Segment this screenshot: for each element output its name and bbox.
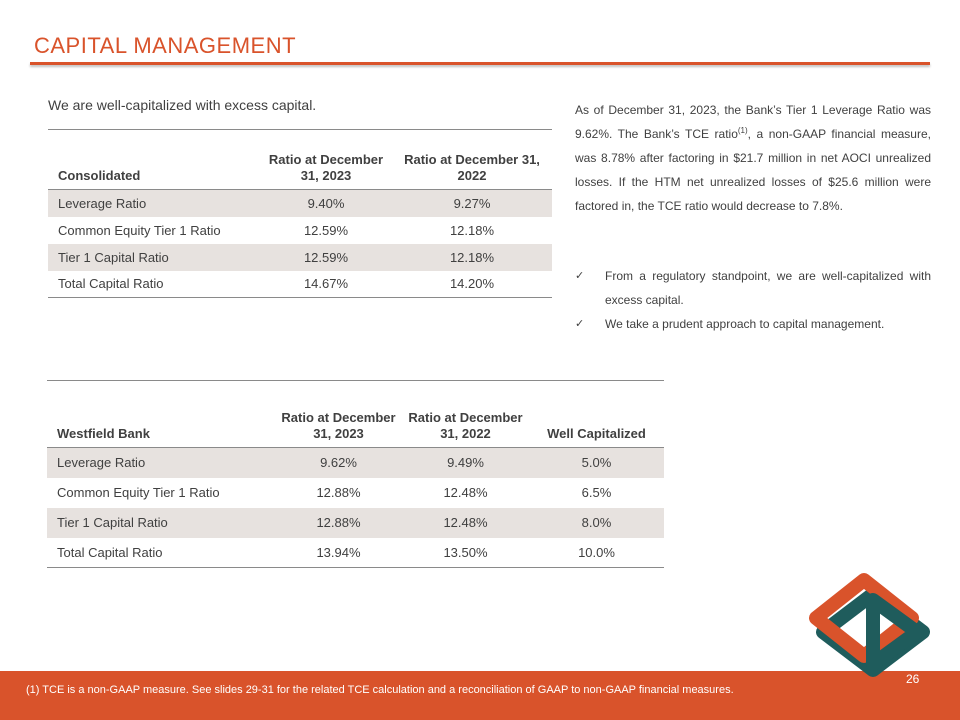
checkmark-icon: ✓	[575, 270, 585, 282]
column-header: Ratio at December 31, 2022	[392, 130, 552, 190]
column-header: Ratio at December 31, 2023	[275, 381, 402, 448]
row-label: Tier 1 Capital Ratio	[47, 508, 275, 538]
ratio-2022: 9.27%	[392, 190, 552, 217]
footnote-text: (1) TCE is a non-GAAP measure. See slides 29-31 for the related TCE calculation and a reconciliation of GAAP to non-GAAP financial measures.	[26, 684, 734, 696]
page-number: 26	[906, 672, 920, 686]
ratio-2023: 12.88%	[275, 508, 402, 538]
ratio-2022: 13.50%	[443, 544, 488, 560]
westfield-bank-capital-table	[47, 380, 664, 568]
ratio-2023: 14.67%	[303, 276, 349, 292]
intro-text: We are well-capitalized with excess capital.	[48, 97, 317, 113]
slide-title: CAPITAL MANAGEMENT	[34, 33, 297, 58]
well-capitalized-threshold: 5.0%	[529, 448, 664, 478]
row-label: Common Equity Tier 1 Ratio	[57, 485, 220, 500]
ratio-2022: 12.18%	[449, 222, 495, 238]
ratio-2023: 12.88%	[316, 485, 361, 500]
row-label: Leverage Ratio	[48, 190, 260, 217]
diamond-logo-icon	[806, 570, 932, 690]
ratio-2023: 9.40%	[260, 190, 392, 217]
bullet-item	[575, 312, 931, 336]
tce-commentary-paragraph	[575, 98, 931, 218]
bullet-item	[575, 264, 931, 312]
ratio-2023: 13.94%	[316, 544, 361, 560]
table-row	[48, 271, 552, 298]
table-row	[48, 217, 552, 244]
column-header: Ratio at December 31, 2023	[260, 130, 392, 190]
table-row	[47, 478, 664, 508]
well-capitalized-threshold: 6.5%	[581, 485, 612, 500]
ratio-2023: 12.59%	[303, 222, 349, 238]
column-header: Westfield Bank	[47, 381, 275, 448]
bullet-text: We take a prudent approach to capital management.	[605, 317, 885, 331]
ratio-2022: 9.49%	[402, 448, 529, 478]
ratio-2022: 12.48%	[443, 485, 488, 500]
table-row	[47, 508, 664, 538]
column-header: Consolidated	[48, 130, 260, 190]
title-underline	[30, 62, 930, 65]
commentary-text-part2: , a non-GAAP financial measure, was 8.78% after factoring in $21.7 million in net AOCI unrealized losses. If the HTM net unrealized losses of $25.6 million were factored in, the TCE ratio would decrease to 7.8%.	[575, 127, 931, 213]
table-row	[47, 538, 664, 568]
row-label: Total Capital Ratio	[58, 276, 164, 292]
consolidated-capital-table	[48, 129, 552, 298]
row-label: Tier 1 Capital Ratio	[48, 244, 260, 271]
ratio-2022: 12.18%	[392, 244, 552, 271]
column-header: Well Capitalized	[529, 381, 664, 448]
table-header-row	[47, 381, 664, 448]
commentary-text-part1: As of December 31, 2023, the Bank’s Tier 1 Leverage Ratio was 9.62%. The Bank’s TCE ratio	[575, 103, 931, 141]
table-row	[48, 244, 552, 271]
table-header-row	[48, 130, 552, 190]
ratio-2022: 14.20%	[449, 276, 495, 292]
table-row	[47, 448, 664, 478]
ratio-2022: 12.48%	[402, 508, 529, 538]
ratio-2023: 9.62%	[275, 448, 402, 478]
well-capitalized-threshold: 8.0%	[529, 508, 664, 538]
bullet-text: From a regulatory standpoint, we are well-capitalized with excess capital.	[605, 269, 931, 307]
ratio-2023: 12.59%	[260, 244, 392, 271]
footnote-marker: (1)	[737, 126, 748, 135]
row-label: Common Equity Tier 1 Ratio	[58, 222, 221, 238]
well-capitalized-threshold: 10.0%	[578, 544, 615, 560]
column-header: Ratio at December 31, 2022	[402, 381, 529, 448]
table-row	[48, 190, 552, 217]
checkmark-icon: ✓	[575, 318, 585, 330]
row-label: Leverage Ratio	[47, 448, 275, 478]
row-label: Total Capital Ratio	[57, 544, 163, 560]
highlight-bullets	[575, 264, 931, 336]
